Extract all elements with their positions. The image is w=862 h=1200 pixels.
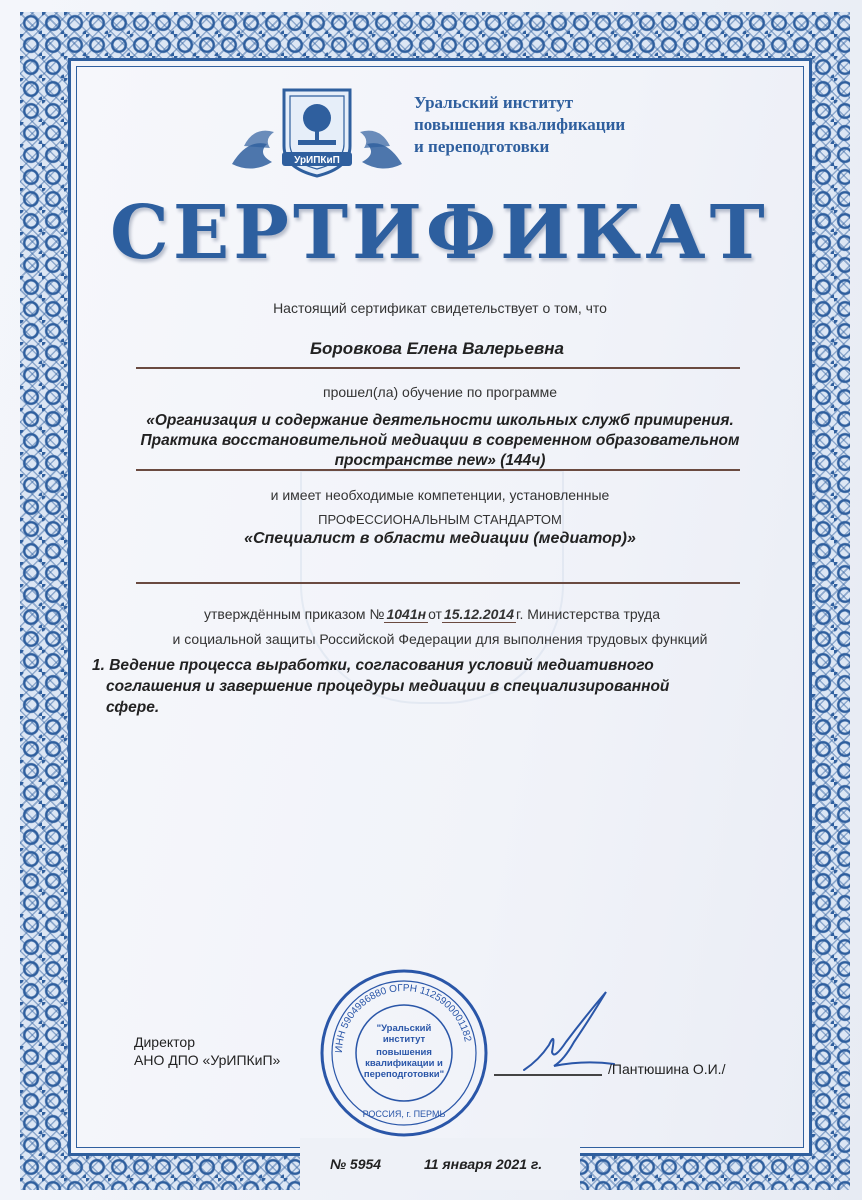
stamp-line-5: переподготовки"	[363, 1069, 445, 1080]
stamp-line-3: повышения	[376, 1047, 432, 1058]
certificate-number: № 5954	[330, 1156, 382, 1172]
standard-name: «Специалист в области медиации (медиатор)»	[244, 530, 636, 547]
stamp-line-4: квалификации и	[365, 1058, 443, 1069]
order-line	[204, 606, 660, 622]
labor-functions	[92, 655, 669, 718]
stamp-ring-text: ИНН 5904986880 ОГРН 1125900001182	[333, 982, 473, 1054]
recipient-name: Боровкова Елена Валерьевна	[310, 339, 564, 358]
institute-line-3: и переподготовки	[414, 137, 550, 156]
standard-label: ПРОФЕССИОНАЛЬНЫМ СТАНДАРТОМ	[318, 512, 562, 527]
director-title: Директор	[134, 1034, 195, 1050]
logo-text: УрИПКиП	[294, 155, 340, 166]
program-line-1: «Организация и содержание деятельности школьных служб примирения.	[146, 412, 734, 429]
official-stamp	[318, 967, 490, 1139]
director-name: /Пантюшина О.И./	[608, 1061, 726, 1077]
institute-line-2: повышения квалификации	[414, 115, 626, 134]
order-date: 15.12.2014	[443, 606, 515, 622]
signature-rule	[494, 1074, 602, 1076]
certificate-date: 11 января 2021 г.	[424, 1156, 543, 1172]
order-prefix: утверждённым приказом №	[204, 606, 385, 622]
institute-line-1: Уральский институт	[414, 93, 574, 112]
competence-text: и имеет необходимые компетенции, установленные	[270, 487, 610, 503]
intro-text: Настоящий сертификат свидетельствует о том, что	[273, 300, 607, 316]
director-org: АНО ДПО «УрИПКиП»	[134, 1052, 281, 1068]
function-line-2: соглашения и завершение процедуры медиации в специализированной	[106, 678, 670, 695]
stamp-bottom-text: РОССИЯ, г. ПЕРМЬ	[362, 1109, 446, 1119]
stamp-line-2: институт	[382, 1034, 426, 1045]
function-line-1: 1. Ведение процесса выработки, согласования условий медиативного	[92, 657, 654, 674]
program-rule	[136, 469, 740, 471]
trained-text: прошел(ла) обучение по программе	[323, 384, 557, 400]
program-line-3: пространстве new» (144ч)	[334, 452, 546, 469]
program-line-2: Практика восстановительной медиации в современном образовательном	[140, 432, 740, 449]
institute-logo	[222, 84, 412, 184]
order-suffix: г. Министерства труда	[516, 606, 660, 622]
stamp-line-1: "Уральский	[376, 1023, 432, 1034]
director-block	[134, 1033, 280, 1069]
certificate-title: СЕРТИФИКАТ	[110, 190, 769, 276]
order-number: 1041н	[386, 606, 427, 622]
institute-name	[414, 92, 625, 158]
program-title	[110, 411, 770, 471]
recipient-rule	[136, 367, 740, 369]
standard-rule	[136, 582, 740, 584]
function-line-3: сфере.	[106, 699, 160, 716]
order-from: от	[428, 606, 442, 622]
ministry-line: и социальной защиты Российской Федерации для выполнения трудовых функций	[172, 631, 708, 647]
